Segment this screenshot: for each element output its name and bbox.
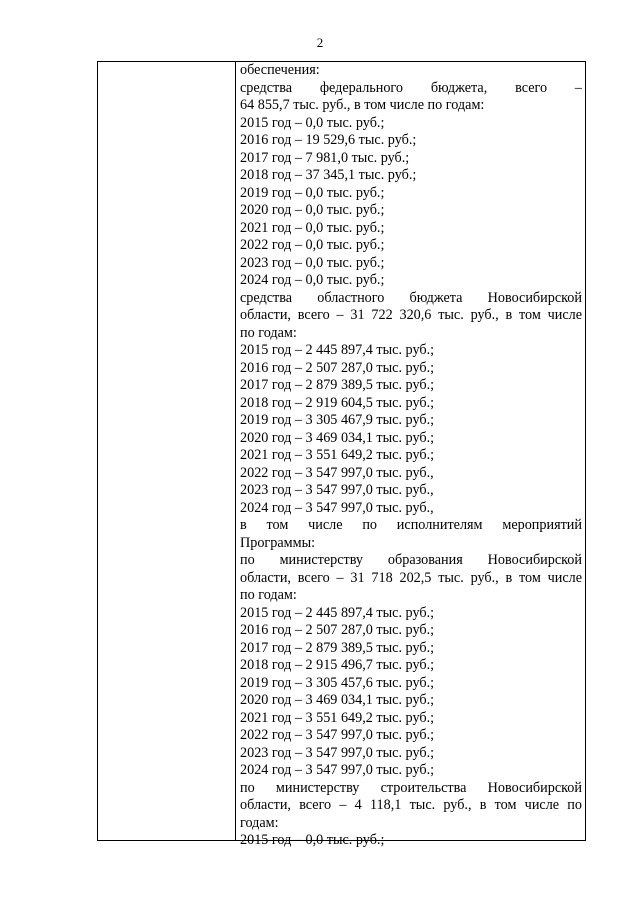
- text-line: средства федерального бюджета, всего –: [240, 79, 582, 96]
- text-line: по годам:: [240, 324, 297, 341]
- text-line: 2024 год – 0,0 тыс. руб.;: [240, 272, 385, 288]
- text-line: в том числе по исполнителям мероприятий: [240, 517, 582, 533]
- text-line: 2019 год – 3 305 467,9 тыс. руб.;: [240, 412, 435, 428]
- text-line: 2015 год – 0,0 тыс. руб.;: [240, 114, 385, 131]
- text-line: 2016 год – 19 529,6 тыс. руб.;: [240, 132, 417, 148]
- text-line: 2018 год – 37 345,1 тыс. руб.;: [240, 167, 417, 183]
- text-line: средства областного бюджета Новосибирской: [240, 289, 582, 306]
- text-line: 2022 год – 3 547 997,0 тыс. руб.,: [240, 464, 434, 481]
- text-line: 2015 год – 2 445 897,4 тыс. руб.;: [240, 342, 435, 358]
- text-line: 2024 год – 3 547 997,0 тыс. руб.,: [240, 499, 434, 516]
- text-line: 64 855,7 тыс. руб., в том числе по годам:: [240, 97, 485, 113]
- text-line: 2023 год – 0,0 тыс. руб.;: [240, 254, 385, 271]
- table-left-cell: [98, 62, 235, 840]
- text-line: 2020 год – 3 469 034,1 тыс. руб.;: [240, 692, 435, 708]
- text-line: области, всего – 4 118,1 тыс. руб., в том числе по: [240, 797, 582, 813]
- text-line: 2023 год – 3 547 997,0 тыс. руб.,: [240, 482, 434, 498]
- table-right-cell: [240, 62, 582, 850]
- column-divider: [235, 62, 236, 840]
- text-line: годам:: [240, 814, 279, 831]
- text-line: по министерству строительства Новосибирской: [240, 779, 582, 796]
- text-line: 2017 год – 2 879 389,5 тыс. руб.;: [240, 377, 435, 393]
- text-line: по министерству образования Новосибирской: [240, 552, 582, 568]
- text-line: 2018 год – 2 919 604,5 тыс. руб.;: [240, 394, 435, 411]
- text-line: 2015 год – 0,0 тыс. руб.;: [240, 832, 385, 848]
- text-line: 2021 год – 3 551 649,2 тыс. руб.;: [240, 447, 435, 463]
- text-line: 2020 год – 3 469 034,1 тыс. руб.;: [240, 429, 435, 446]
- text-line: 2017 год – 7 981,0 тыс. руб.;: [240, 149, 410, 166]
- text-line: 2016 год – 2 507 287,0 тыс. руб.;: [240, 359, 435, 376]
- text-line: обеспечения:: [240, 62, 320, 78]
- text-line: 2022 год – 0,0 тыс. руб.;: [240, 237, 385, 253]
- text-line: 2022 год – 3 547 997,0 тыс. руб.;: [240, 727, 435, 743]
- text-line: области, всего – 31 718 202,5 тыс. руб., в том числе: [240, 569, 582, 586]
- budget-table: [97, 61, 586, 848]
- text-line: 2015 год – 2 445 897,4 тыс. руб.;: [240, 604, 435, 621]
- text-line: 2021 год – 0,0 тыс. руб.;: [240, 219, 385, 236]
- text-line: 2019 год – 0,0 тыс. руб.;: [240, 184, 385, 201]
- text-line: 2017 год – 2 879 389,5 тыс. руб.;: [240, 639, 435, 656]
- text-line: 2020 год – 0,0 тыс. руб.;: [240, 202, 385, 218]
- text-line: 2023 год – 3 547 997,0 тыс. руб.;: [240, 744, 435, 761]
- text-line: 2021 год – 3 551 649,2 тыс. руб.;: [240, 709, 435, 726]
- text-line: области, всего – 31 722 320,6 тыс. руб., в том числе: [240, 307, 582, 323]
- text-line: по годам:: [240, 587, 297, 603]
- text-line: 2018 год – 2 915 496,7 тыс. руб.;: [240, 657, 435, 673]
- text-line: 2024 год – 3 547 997,0 тыс. руб.;: [240, 762, 435, 778]
- text-line: Программы:: [240, 534, 316, 551]
- text-line: 2016 год – 2 507 287,0 тыс. руб.;: [240, 622, 435, 638]
- page-number: 2: [316, 35, 324, 50]
- text-line: 2019 год – 3 305 457,6 тыс. руб.;: [240, 674, 435, 691]
